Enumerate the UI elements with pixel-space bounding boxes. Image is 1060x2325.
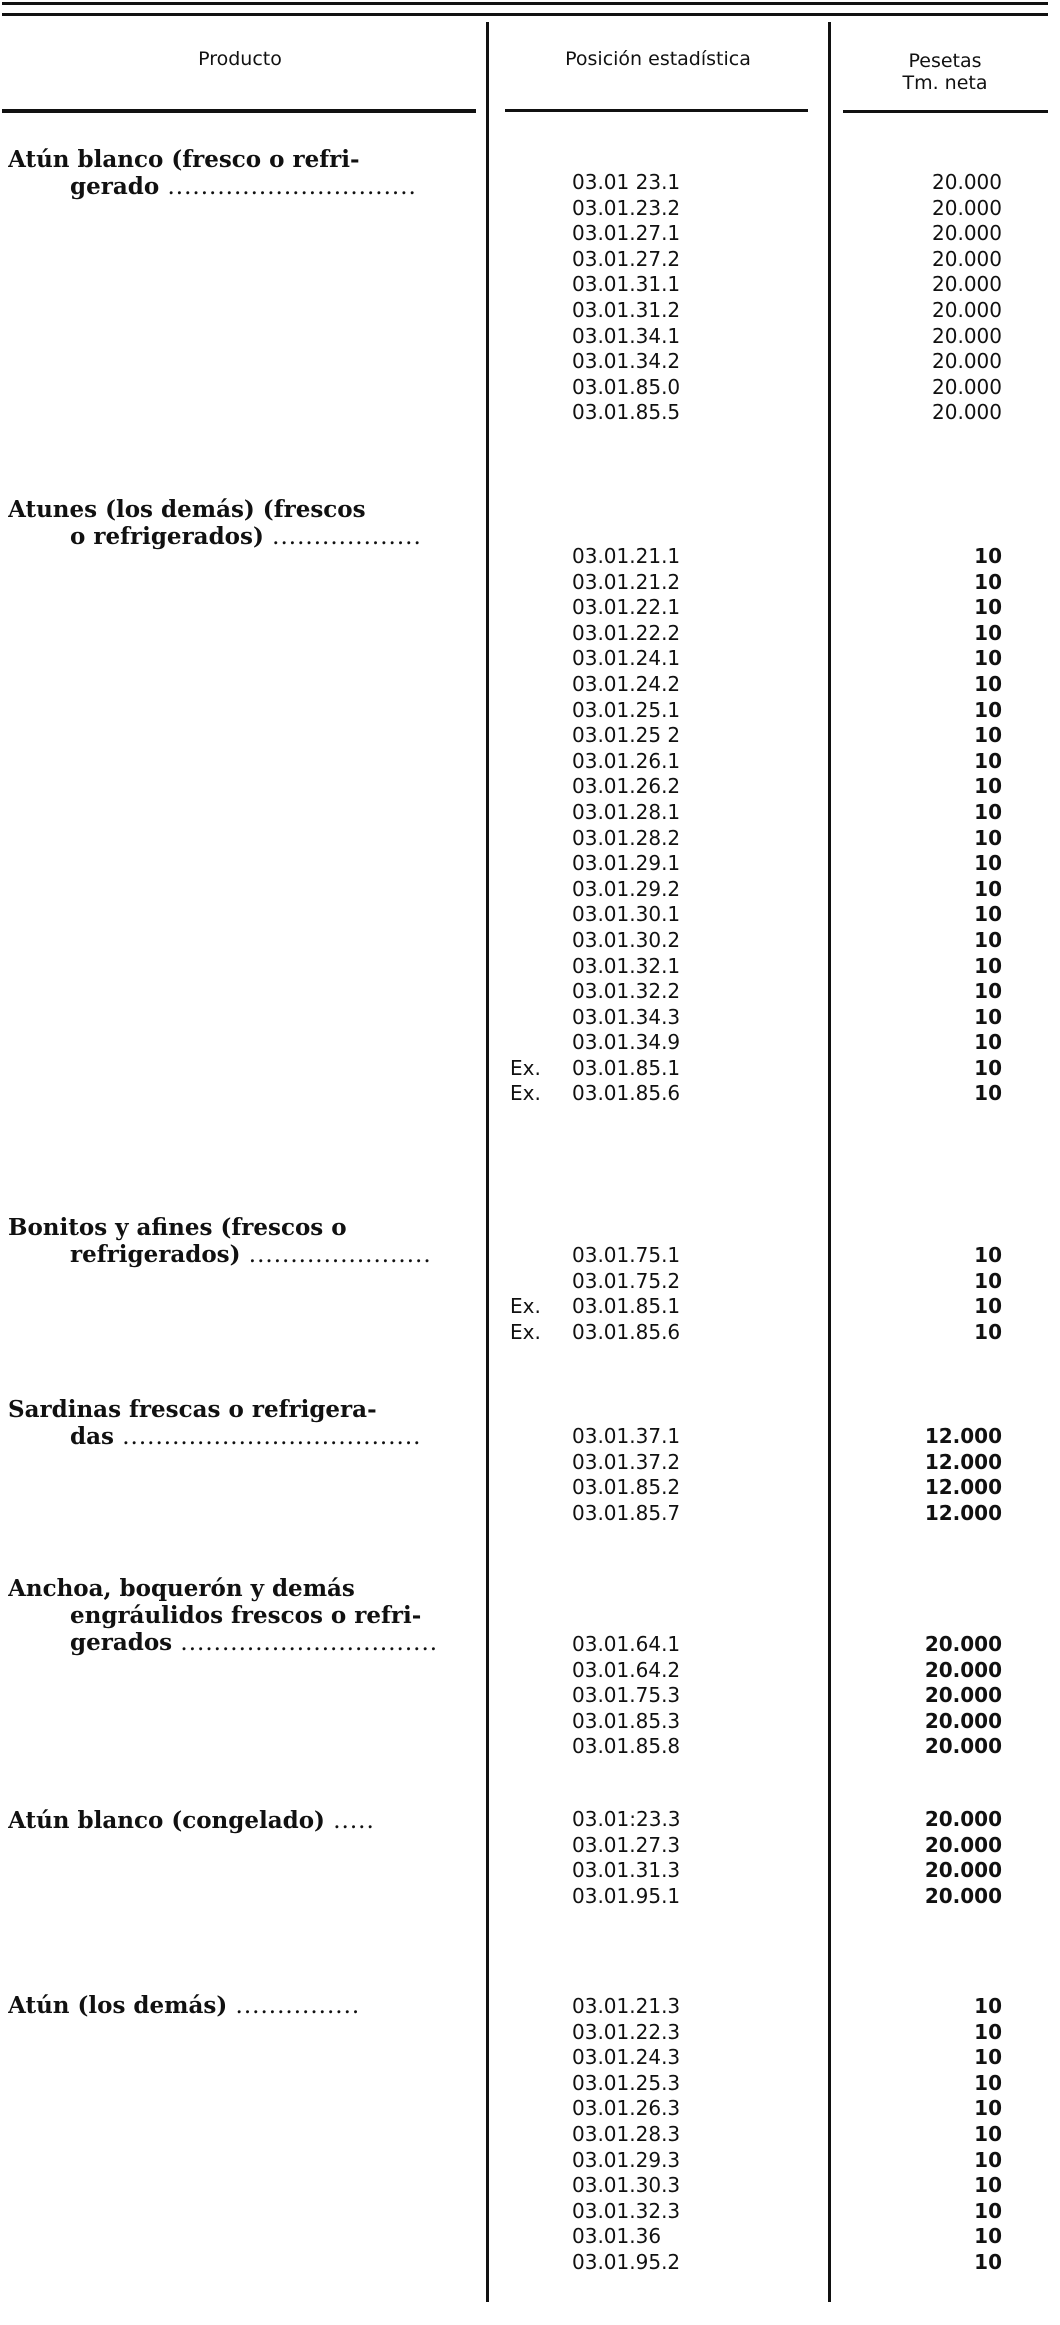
statistical-position: 03.01.85.1 (572, 1294, 681, 1319)
table-row (490, 1632, 826, 1658)
product-text: Atún blanco (fresco o refri- (8, 146, 360, 173)
product-name-line (8, 173, 476, 201)
table-row (490, 646, 826, 672)
statistical-position: 03.01.22.3 (572, 2019, 681, 2044)
leader-dots: ............................... (172, 1630, 439, 1656)
price-value: 20.000 (924, 1883, 1002, 1908)
statistical-position: 03.01.95.2 (572, 2249, 681, 2274)
table-row (490, 375, 826, 401)
statistical-position: 03.01.32.1 (572, 953, 681, 978)
table-row (490, 800, 826, 826)
table-row (490, 595, 826, 621)
product-name (8, 1396, 476, 1451)
table-row (490, 902, 826, 928)
product-name-line (8, 1575, 476, 1602)
price-value: 20.000 (932, 374, 1002, 399)
price-value: 10 (974, 1319, 1002, 1344)
price-value: 10 (974, 1994, 1002, 2018)
statistical-position: 03.01.34.2 (572, 349, 681, 374)
price-value: 10 (974, 2121, 1002, 2146)
price-value: 20.000 (924, 1832, 1002, 1857)
statistical-position: 03.01.28.1 (572, 799, 681, 824)
statistical-position: 03.01.95.1 (572, 1883, 681, 1908)
price-value: 20.000 (932, 349, 1002, 374)
statistical-position: 03.01.21.3 (572, 1994, 681, 2018)
statistical-position: 03.01.29.3 (572, 2147, 681, 2172)
table-row (490, 749, 826, 775)
table-row (490, 272, 826, 298)
table-row (490, 1833, 826, 1859)
table-row (490, 1709, 826, 1735)
price-value: 10 (974, 2096, 1002, 2121)
leader-dots: .................. (263, 524, 422, 550)
table-row (490, 221, 826, 247)
statistical-position: 03.01.27.2 (572, 246, 681, 271)
statistical-position: 03.01.25 2 (572, 723, 681, 748)
product-text: engráulidos frescos o refri- (70, 1602, 422, 1629)
table-row (490, 400, 826, 426)
header-price-line1: Pesetas (908, 50, 982, 72)
statistical-position: 03.01.64.2 (572, 1657, 681, 1682)
statistical-position: 03.01.27.1 (572, 221, 681, 246)
statistical-position: 03.01.85.7 (572, 1500, 681, 1525)
table-row (490, 877, 826, 903)
price-values (832, 170, 1002, 426)
statistical-position: 03.01.27.3 (572, 1832, 681, 1857)
statistical-position: 03.01.32.3 (572, 2198, 681, 2223)
statistical-position: 03.01.85.8 (572, 1734, 681, 1759)
table-row (490, 544, 826, 570)
price-value: 20.000 (932, 400, 1002, 425)
table-row (490, 349, 826, 375)
price-value: 10 (974, 2224, 1002, 2249)
table-row (490, 2122, 826, 2148)
statistical-position: 03.01.34.9 (572, 1030, 681, 1055)
price-value: 20.000 (924, 1683, 1002, 1708)
price-value: 10 (974, 1294, 1002, 1319)
product-text: gerado (70, 173, 160, 200)
table-row (490, 826, 826, 852)
table-row (490, 1030, 826, 1056)
table-row (490, 1807, 826, 1833)
table-row (490, 1269, 826, 1295)
price-value: 10 (974, 825, 1002, 850)
table-row (490, 723, 826, 749)
position-codes (490, 1807, 826, 1909)
ex-prefix: Ex. (510, 1319, 541, 1344)
table-row (490, 2148, 826, 2174)
price-value: 20.000 (924, 1858, 1002, 1883)
position-codes (490, 1243, 826, 1345)
price-value: 20.000 (932, 272, 1002, 297)
statistical-position: 03.01.22.1 (572, 595, 681, 620)
table-row (490, 324, 826, 350)
ex-prefix: Ex. (510, 1055, 541, 1080)
table-row (490, 2173, 826, 2199)
statistical-position: 03.01.22.2 (572, 620, 681, 645)
table-row (490, 1683, 826, 1709)
price-value: 10 (974, 1030, 1002, 1055)
header-product: Producto (198, 48, 282, 70)
column-divider-2 (828, 22, 831, 2302)
statistical-position: 03.01.64.1 (572, 1632, 681, 1656)
product-text: Sardinas frescas o refrigera- (8, 1396, 377, 1423)
price-value: 20.000 (932, 323, 1002, 348)
statistical-position: 03.01.21.2 (572, 569, 681, 594)
price-values (832, 1994, 1002, 2276)
price-value: 10 (974, 2019, 1002, 2044)
product-name (8, 1214, 476, 1269)
price-value: 20.000 (924, 1807, 1002, 1831)
table-row (490, 2199, 826, 2225)
table-row (490, 928, 826, 954)
product-name-line (8, 1807, 476, 1835)
statistical-position: 03.01.34.1 (572, 323, 681, 348)
statistical-position: 03.01.25.1 (572, 697, 681, 722)
price-value: 10 (974, 748, 1002, 773)
table-row (490, 1450, 826, 1476)
price-value: 10 (974, 2173, 1002, 2198)
product-name (8, 1992, 476, 2020)
statistical-position: 03.01:23.3 (572, 1807, 681, 1831)
statistical-position: 03.01.85.5 (572, 400, 681, 425)
price-value: 20.000 (932, 221, 1002, 246)
statistical-position: 03.01.85.3 (572, 1708, 681, 1733)
price-value: 12.000 (924, 1500, 1002, 1525)
header-price-line2: Tm. neta (902, 72, 988, 94)
table-row (490, 1994, 826, 2020)
price-value: 20.000 (924, 1657, 1002, 1682)
price-value: 10 (974, 876, 1002, 901)
statistical-position: 03.01.23.2 (572, 195, 681, 220)
price-values (832, 1807, 1002, 1909)
price-value: 20.000 (932, 297, 1002, 322)
table-row (490, 1424, 826, 1450)
price-value: 12.000 (924, 1424, 1002, 1448)
product-name (8, 146, 476, 201)
product-name-line (8, 1992, 476, 2020)
statistical-position: 03.01.31.3 (572, 1858, 681, 1883)
price-value: 20.000 (932, 170, 1002, 194)
price-value: 10 (974, 620, 1002, 645)
leader-dots: ...................... (240, 1242, 432, 1268)
statistical-position: 03.01.26.1 (572, 748, 681, 773)
price-value: 10 (974, 2045, 1002, 2070)
price-values (832, 1424, 1002, 1526)
price-value: 10 (974, 774, 1002, 799)
statistical-position: 03.01.37.1 (572, 1424, 681, 1448)
table-row (490, 1056, 826, 1082)
table-row (490, 298, 826, 324)
price-values (832, 544, 1002, 1107)
price-value: 10 (974, 671, 1002, 696)
ex-prefix: Ex. (510, 1294, 541, 1319)
price-value: 10 (974, 2198, 1002, 2223)
statistical-position: 03.01.75.1 (572, 1243, 681, 1267)
product-text: gerados (70, 1629, 173, 1656)
header-position: Posición estadística (565, 48, 751, 70)
column-divider-1 (486, 22, 489, 2302)
statistical-position: 03.01.26.2 (572, 774, 681, 799)
ex-prefix: Ex. (510, 1081, 541, 1106)
price-value: 10 (974, 2070, 1002, 2095)
product-text: refrigerados) (70, 1241, 241, 1268)
price-value: 10 (974, 902, 1002, 927)
top-rule-1 (2, 2, 1048, 5)
price-value: 20.000 (932, 195, 1002, 220)
product-name (8, 1807, 476, 1835)
table-row (490, 1858, 826, 1884)
table-row (490, 621, 826, 647)
statistical-position: 03.01.37.2 (572, 1449, 681, 1474)
leader-dots: ..... (324, 1808, 375, 1834)
price-value: 10 (974, 851, 1002, 876)
leader-dots: ............... (227, 1993, 361, 2019)
position-codes (490, 1994, 826, 2276)
price-value: 10 (974, 1081, 1002, 1106)
table-row (490, 1294, 826, 1320)
position-codes (490, 544, 826, 1107)
product-text: Anchoa, boquerón y demás (8, 1575, 355, 1602)
statistical-position: 03.01.30.3 (572, 2173, 681, 2198)
table-row (490, 2020, 826, 2046)
product-text: Bonitos y afines (frescos o (8, 1214, 347, 1241)
price-value: 12.000 (924, 1449, 1002, 1474)
table-row (490, 2045, 826, 2071)
price-value: 20.000 (924, 1708, 1002, 1733)
statistical-position: 03.01.28.2 (572, 825, 681, 850)
price-value: 10 (974, 927, 1002, 952)
position-codes (490, 1632, 826, 1760)
statistical-position: 03.01.34.3 (572, 1004, 681, 1029)
product-name-line (8, 523, 476, 551)
product-name-line (8, 146, 476, 173)
table-row (490, 1005, 826, 1031)
table-row (490, 196, 826, 222)
price-value: 10 (974, 2147, 1002, 2172)
product-name-line (8, 1241, 476, 1269)
price-value: 10 (974, 569, 1002, 594)
table-row (490, 1884, 826, 1910)
statistical-position: 03.01.25.3 (572, 2070, 681, 2095)
table-row (490, 698, 826, 724)
price-value: 10 (974, 646, 1002, 671)
statistical-position: 03.01.85.6 (572, 1319, 681, 1344)
product-name-line (8, 1214, 476, 1241)
position-codes (490, 1424, 826, 1526)
price-value: 10 (974, 799, 1002, 824)
price-value: 10 (974, 1243, 1002, 1267)
table-row (490, 851, 826, 877)
statistical-position: 03.01.24.3 (572, 2045, 681, 2070)
table-row (490, 979, 826, 1005)
position-codes (490, 170, 826, 426)
product-name (8, 1575, 476, 1657)
header-rule-product (2, 109, 476, 113)
header-rule-position (505, 109, 808, 112)
statistical-position: 03.01.30.1 (572, 902, 681, 927)
table-row (490, 170, 826, 196)
price-value: 20.000 (932, 246, 1002, 271)
price-value: 12.000 (924, 1475, 1002, 1500)
statistical-position: 03.01.75.3 (572, 1683, 681, 1708)
table-row (490, 2224, 826, 2250)
statistical-position: 03.01.75.2 (572, 1268, 681, 1293)
price-value: 10 (974, 1055, 1002, 1080)
statistical-position: 03.01.29.1 (572, 851, 681, 876)
price-value: 10 (974, 697, 1002, 722)
price-values (832, 1243, 1002, 1345)
table-row (490, 672, 826, 698)
leader-dots: .............................. (159, 174, 417, 200)
statistical-position: 03.01.24.2 (572, 671, 681, 696)
price-value: 10 (974, 953, 1002, 978)
table-row (490, 247, 826, 273)
price-value: 10 (974, 1004, 1002, 1029)
table-row (490, 2250, 826, 2276)
statistical-position: 03.01.85.0 (572, 374, 681, 399)
table-row (490, 954, 826, 980)
price-value: 10 (974, 723, 1002, 748)
table-row (490, 1320, 826, 1346)
statistical-position: 03.01.31.2 (572, 297, 681, 322)
price-values (832, 1632, 1002, 1760)
statistical-position: 03.01.36 (572, 2224, 662, 2249)
product-name-line (8, 1423, 476, 1451)
table-row (490, 774, 826, 800)
product-name-line (8, 496, 476, 523)
statistical-position: 03.01.85.6 (572, 1081, 681, 1106)
price-value: 20.000 (924, 1734, 1002, 1759)
statistical-position: 03.01.32.2 (572, 979, 681, 1004)
table-row (490, 1658, 826, 1684)
table-row (490, 2096, 826, 2122)
table-row (490, 570, 826, 596)
table-row (490, 1734, 826, 1760)
top-rule-2 (2, 13, 1048, 16)
product-text: das (70, 1423, 114, 1450)
statistical-position: 03.01.28.3 (572, 2121, 681, 2146)
statistical-position: 03.01.21.1 (572, 544, 681, 568)
price-value: 10 (974, 544, 1002, 568)
product-name-line (8, 1629, 476, 1657)
product-name-line (8, 1396, 476, 1423)
product-name-line (8, 1602, 476, 1629)
price-value: 20.000 (924, 1632, 1002, 1656)
product-text: Atún (los demás) (8, 1992, 228, 2019)
table-row (490, 1475, 826, 1501)
product-text: Atunes (los demás) (frescos (8, 496, 366, 523)
statistical-position: 03.01.85.1 (572, 1055, 681, 1080)
header-rule-price (843, 110, 1048, 113)
product-text: Atún blanco (congelado) (8, 1807, 325, 1834)
leader-dots: .................................... (113, 1424, 422, 1450)
statistical-position: 03.01 23.1 (572, 170, 681, 194)
statistical-position: 03.01.24.1 (572, 646, 681, 671)
price-value: 10 (974, 979, 1002, 1004)
table-row (490, 1501, 826, 1527)
price-value: 10 (974, 2249, 1002, 2274)
statistical-position: 03.01.26.3 (572, 2096, 681, 2121)
price-value: 10 (974, 1268, 1002, 1293)
statistical-position: 03.01.85.2 (572, 1475, 681, 1500)
product-name (8, 496, 476, 551)
statistical-position: 03.01.31.1 (572, 272, 681, 297)
product-text: o refrigerados) (70, 523, 264, 550)
statistical-position: 03.01.30.2 (572, 927, 681, 952)
table-row (490, 2071, 826, 2097)
statistical-position: 03.01.29.2 (572, 876, 681, 901)
price-value: 10 (974, 595, 1002, 620)
table-row (490, 1081, 826, 1107)
table-row (490, 1243, 826, 1269)
